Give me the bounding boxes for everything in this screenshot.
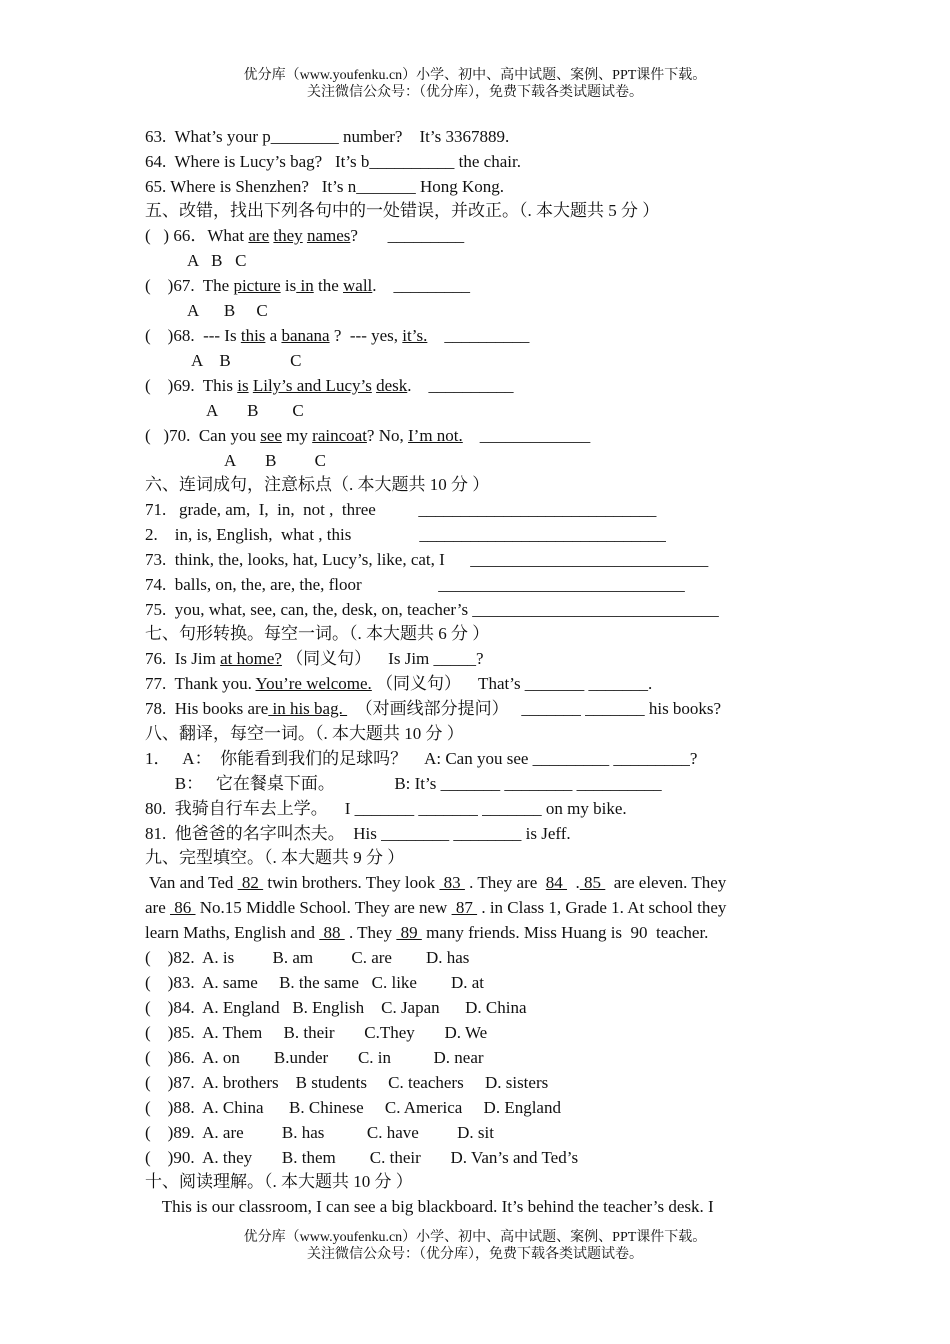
question-73: 73. think, the, looks, hat, Lucy’s, like, cat, I ____________________________ (145, 550, 709, 569)
question-69: ( )69. This is Lily’s and Lucy’s desk. __________ (145, 376, 514, 395)
question-82: ( )82. A. is B. am C. are D. has (145, 948, 470, 967)
section-6-title: 六、连词成句，注意标点（. 本大题共 10 分 ） (145, 475, 490, 494)
question-78: 78. His books are in his bag. （对画线部分提问） _______ _______ his books? (145, 699, 722, 718)
question-89: ( )89. A. are B. has C. have D. sit (145, 1123, 494, 1142)
question-69-options: A B C (206, 401, 304, 420)
page-footer (0, 1229, 950, 1263)
question-79-b: B： 它在餐桌下面。 B: It’s _______ ________ __________ (145, 774, 662, 793)
footer-line-2: 关注微信公众号：（优分库），免费下载各类试题试卷。 (307, 1247, 643, 1262)
question-88: ( )88. A. China B. Chinese C. America D. England (145, 1098, 561, 1117)
section-8-title: 八、翻译，每空一词。（. 本大题共 10 分 ） (145, 724, 464, 743)
question-86: ( )86. A. on B.under C. in D. near (145, 1048, 484, 1067)
question-90: ( )90. A. they B. them C. their D. Van’s and Ted’s (145, 1148, 579, 1167)
section-10-title: 十、阅读理解。（. 本大题共 10 分 ） (145, 1172, 413, 1191)
question-87: ( )87. A. brothers B students C. teachers D. sisters (145, 1073, 549, 1092)
question-85: ( )85. A. Them B. their C.They D. We (145, 1023, 488, 1042)
question-66-options: A B C (187, 251, 247, 270)
question-70-options: A B C (224, 451, 327, 470)
header-line-2: 关注微信公众号：（优分库），免费下载各类试题试卷。 (307, 85, 643, 100)
question-63: 63. What’s your p________ number? It’s 3367889. (145, 127, 510, 146)
cloze-paragraph-line-3: learn Maths, English and 88 . They 89 many friends. Miss Huang is 90 teacher. (145, 923, 709, 942)
question-66: ( ) 66．What are they names? _________ (145, 226, 465, 245)
question-71: 71. grade, am, I, in, not , three ____________________________ (145, 500, 657, 519)
cloze-paragraph-line-2: are 86 No.15 Middle School. They are new 87 . in Class 1, Grade 1. At school they (145, 898, 727, 917)
question-68-options: A B C (191, 351, 302, 370)
section-9-title: 九、完型填空。（. 本大题共 9 分 ） (145, 848, 405, 867)
question-67-options: A B C (187, 301, 268, 320)
question-74: 74. balls, on, the, are, the, floor _____________________________ (145, 575, 685, 594)
page-header (0, 67, 950, 101)
question-77: 77. Thank you. You’re welcome. （同义句） That’s _______ _______. (145, 674, 653, 693)
question-64: 64. Where is Lucy’s bag? It’s b__________ the chair. (145, 152, 521, 171)
question-68: ( )68. --- Is this a banana ? --- yes, it’s. __________ (145, 326, 530, 345)
question-70: ( )70. Can you see my raincoat? No, I’m not. _____________ (145, 426, 591, 445)
question-65: 65. Where is Shenzhen? It’s n_______ Hong Kong. (145, 177, 504, 196)
question-80: 80. 我骑自行车去上学。 I _______ _______ _______ on my bike. (145, 799, 627, 818)
cloze-paragraph-line-1: Van and Ted 82 twin brothers. They look 83 . They are 84 . 85 are eleven. They (145, 873, 727, 892)
question-84: ( )84. A. England B. English C. Japan D. China (145, 998, 527, 1017)
question-72: 2. in, is, English, what , this _____________________________ (145, 525, 666, 544)
question-75: 75. you, what, see, can, the, desk, on, teacher’s _____________________________ (145, 600, 719, 619)
question-67: ( )67. The picture is in the wall. _________ (145, 276, 471, 295)
section-5-title: 五、改错，找出下列各句中的一处错误，并改正。（. 本大题共 5 分 ） (145, 201, 660, 220)
footer-line-1: 优分库（www.youfenku.cn）小学、初中、高中试题、案例、PPT课件下载。 (243, 1230, 707, 1245)
question-76: 76. Is Jim at home? （同义句） Is Jim _____? (145, 649, 484, 668)
section-7-title: 七、句形转换。每空一词。（. 本大题共 6 分 ） (145, 624, 490, 643)
question-83: ( )83. A. same B. the same C. like D. at (145, 973, 485, 992)
header-line-1: 优分库（www.youfenku.cn）小学、初中、高中试题、案例、PPT课件下载。 (243, 68, 707, 83)
question-79-a: 1． A： 你能看到我们的足球吗？ A: Can you see _________ _________? (145, 749, 698, 768)
question-81: 81. 他爸爸的名字叫杰夫。 His ________ ________ is Jeff. (145, 824, 571, 843)
reading-paragraph-line-1: This is our classroom, I can see a big blackboard. It’s behind the teacher’s desk. I (145, 1197, 714, 1216)
